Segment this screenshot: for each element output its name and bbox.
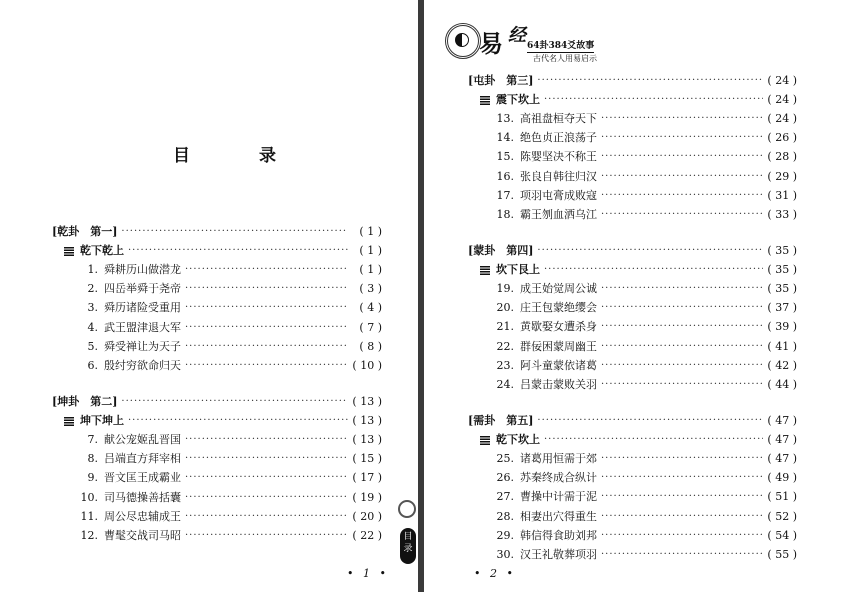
entry-label: 相妻出穴得重生 — [520, 509, 597, 523]
entry-number: 8. — [87, 452, 98, 466]
chapter-heading[interactable] — [468, 412, 797, 430]
entry-number: 22. — [496, 339, 514, 353]
leader-dots — [601, 338, 763, 356]
leader-dots — [185, 280, 348, 298]
leader-dots — [601, 187, 763, 205]
entry-page-number: ( 47 ) — [767, 452, 797, 465]
entry-number: 28. — [496, 509, 514, 523]
leader-dots — [185, 450, 348, 468]
entry-label: 吕端直方拜宰相 — [104, 452, 181, 466]
entry-label: 诸葛用恒需于郊 — [520, 452, 597, 465]
leader-dots — [185, 527, 348, 545]
entry-label: 晋文匡王成霸业 — [104, 471, 181, 485]
entry-page-number: ( 15 ) — [352, 452, 382, 466]
section-page-number: ( 35 ) — [767, 263, 797, 276]
toc-entry[interactable] — [492, 450, 797, 468]
leader-dots — [185, 338, 348, 356]
chapter-label: [乾卦 第一] — [52, 225, 118, 238]
leader-dots — [128, 242, 348, 260]
entry-number: 1. — [87, 263, 98, 276]
entry-label: 舜受禅让为天子 — [104, 339, 181, 353]
leader-dots — [601, 110, 763, 128]
section-label: 坤下坤上 — [80, 414, 124, 427]
entry-label: 司马德操善括囊 — [104, 490, 181, 504]
entry-page-number: ( 49 ) — [767, 471, 797, 485]
entry-number: 5. — [87, 339, 98, 353]
entry-page-number: ( 24 ) — [767, 112, 797, 125]
entry-page-number: ( 7 ) — [359, 320, 382, 334]
entry-page-number: ( 54 ) — [767, 528, 797, 542]
section-heading[interactable] — [64, 412, 382, 430]
section-heading[interactable] — [64, 242, 382, 260]
entry-number: 4. — [87, 320, 98, 334]
entry-label: 武王盟津退大军 — [104, 320, 181, 334]
toc-entry[interactable] — [492, 129, 797, 147]
toc-entry[interactable] — [492, 469, 797, 487]
toc-entry[interactable] — [76, 261, 382, 279]
toc-title: 目 录 — [173, 146, 302, 166]
entry-number: 6. — [87, 359, 98, 372]
entry-label: 霸王刎血洒乌江 — [520, 208, 597, 221]
entry-label: 成王始觉周公诚 — [520, 282, 597, 295]
leader-dots — [121, 393, 348, 411]
leader-dots — [185, 508, 348, 526]
hexagram-icon — [480, 96, 490, 105]
leader-dots — [601, 469, 763, 487]
entry-page-number: ( 39 ) — [767, 320, 797, 334]
entry-number: 9. — [87, 471, 98, 485]
entry-label: 高祖盘桓夺天下 — [520, 112, 597, 125]
toc-entry[interactable] — [492, 168, 797, 186]
leader-dots — [601, 318, 763, 336]
entry-label: 韩信得食助刘邦 — [520, 528, 597, 542]
hexagram-icon — [480, 266, 490, 275]
entry-page-number: ( 41 ) — [767, 339, 797, 353]
chapter-page-number: ( 47 ) — [767, 414, 797, 427]
entry-label: 苏秦终成合纵计 — [520, 471, 597, 485]
entry-page-number: ( 37 ) — [767, 301, 797, 315]
entry-label: 黄歇娶女遭杀身 — [520, 320, 597, 334]
section-label: 坎下艮上 — [496, 263, 540, 276]
chapter-page-number: ( 35 ) — [767, 244, 797, 257]
chapter-label: [蒙卦 第四] — [468, 244, 534, 257]
leader-dots — [185, 261, 348, 279]
page-number-left: • 1 • — [347, 567, 389, 580]
leader-dots — [601, 299, 763, 317]
entry-label: 陈婴坚决不称王 — [520, 150, 597, 164]
leader-dots — [544, 91, 763, 109]
entry-label: 曹操中计需于泥 — [520, 490, 597, 504]
hexagram-icon — [64, 417, 74, 426]
entry-number: 12. — [80, 529, 98, 542]
section-label: 乾下乾上 — [80, 244, 124, 257]
toc-entry[interactable] — [76, 450, 382, 468]
chapter-label: [坤卦 第二] — [52, 395, 118, 408]
entry-number: 15. — [496, 150, 514, 164]
leader-dots — [601, 148, 763, 166]
entry-number: 21. — [496, 320, 514, 334]
section-page-number: ( 1 ) — [359, 244, 382, 257]
entry-page-number: ( 42 ) — [767, 358, 797, 372]
entry-page-number: ( 3 ) — [359, 282, 382, 296]
entry-page-number: ( 19 ) — [352, 490, 382, 504]
entry-label: 汉王礼敬葬项羽 — [520, 548, 597, 561]
section-label: 乾下坎上 — [496, 433, 540, 446]
entry-page-number: ( 10 ) — [352, 359, 382, 372]
entry-number: 25. — [496, 452, 514, 465]
entry-page-number: ( 4 ) — [359, 301, 382, 315]
toc-entry[interactable] — [76, 319, 382, 337]
margin-emblem-icon — [398, 500, 416, 518]
entry-page-number: ( 31 ) — [767, 188, 797, 202]
entry-label: 绝色贞正浪荡子 — [520, 131, 597, 145]
chapter-page-number: ( 24 ) — [767, 74, 797, 87]
toc-entry[interactable] — [76, 338, 382, 356]
entry-label: 四岳举舜于尧帝 — [104, 282, 181, 296]
leader-dots — [601, 488, 763, 506]
leader-dots — [601, 508, 763, 526]
toc-entry[interactable] — [76, 469, 382, 487]
yin-yang-icon — [455, 33, 469, 47]
entry-number: 16. — [496, 169, 514, 183]
leader-dots — [185, 469, 348, 487]
entry-page-number: ( 13 ) — [352, 433, 382, 446]
chapter-heading[interactable] — [468, 72, 797, 90]
leader-dots — [601, 527, 763, 545]
toc-entry[interactable] — [492, 206, 797, 224]
leader-dots — [185, 489, 348, 507]
hexagram-icon — [64, 247, 74, 256]
toc-entry[interactable] — [76, 508, 382, 526]
chapter-label: [需卦 第五] — [468, 414, 534, 427]
entry-label: 献公宠姬乱晋国 — [104, 433, 181, 446]
leader-dots — [544, 431, 763, 449]
leader-dots — [128, 412, 348, 430]
entry-label: 曹髦交战司马昭 — [104, 529, 181, 542]
entry-number: 29. — [496, 528, 514, 542]
section-page-number: ( 24 ) — [767, 93, 797, 106]
chapter-page-number: ( 13 ) — [352, 395, 382, 408]
leader-dots — [601, 357, 763, 375]
logo-main-char: 易 — [479, 29, 503, 58]
entry-label: 舜耕历山做潜龙 — [104, 263, 181, 276]
entry-page-number: ( 8 ) — [359, 339, 382, 353]
entry-number: 20. — [496, 301, 514, 315]
entry-label: 吕蒙击蒙败关羽 — [520, 378, 597, 391]
leader-dots — [185, 319, 348, 337]
entry-number: 11. — [80, 509, 98, 523]
leader-dots — [601, 546, 763, 564]
entry-number: 18. — [496, 208, 514, 221]
leader-dots — [537, 412, 763, 430]
entry-page-number: ( 22 ) — [352, 529, 382, 542]
section-heading[interactable] — [480, 261, 797, 279]
entry-number: 27. — [496, 490, 514, 504]
leader-dots — [601, 450, 763, 468]
entry-page-number: ( 20 ) — [352, 509, 382, 523]
toc-entry[interactable] — [492, 357, 797, 375]
leader-dots — [601, 206, 763, 224]
entry-label: 舜历诸险受重用 — [104, 301, 181, 315]
toc-entry[interactable] — [492, 488, 797, 506]
toc-entry[interactable] — [492, 148, 797, 166]
toc-entry[interactable] — [492, 299, 797, 317]
entry-number: 14. — [496, 131, 514, 145]
entry-page-number: ( 44 ) — [767, 378, 797, 391]
series-title: 64卦384爻故事 — [527, 38, 594, 53]
toc-entry[interactable] — [492, 280, 797, 298]
entry-number: 30. — [496, 548, 514, 561]
section-page-number: ( 13 ) — [352, 414, 382, 427]
toc-entry[interactable] — [492, 527, 797, 545]
entry-page-number: ( 26 ) — [767, 131, 797, 145]
chapter-page-number: ( 1 ) — [359, 225, 382, 238]
entry-number: 17. — [496, 188, 514, 202]
entry-page-number: ( 33 ) — [767, 208, 797, 221]
entry-label: 张良自韩往归汉 — [520, 169, 597, 183]
entry-page-number: ( 17 ) — [352, 471, 382, 485]
entry-page-number: ( 52 ) — [767, 509, 797, 523]
toc-entry[interactable] — [492, 110, 797, 128]
entry-page-number: ( 1 ) — [359, 263, 382, 276]
toc-entry[interactable] — [76, 357, 382, 375]
entry-page-number: ( 29 ) — [767, 169, 797, 183]
toc-entry[interactable] — [492, 187, 797, 205]
entry-label: 庄王包蒙绝缨会 — [520, 301, 597, 315]
toc-entry[interactable] — [76, 527, 382, 545]
logo-script-char: 经 — [508, 25, 526, 46]
entry-number: 24. — [496, 378, 514, 391]
leader-dots — [121, 223, 348, 241]
series-logo — [445, 20, 635, 70]
entry-number: 3. — [87, 301, 98, 315]
hexagram-icon — [480, 436, 490, 445]
entry-label: 项羽屯膏成败寇 — [520, 188, 597, 202]
entry-label: 周公尽忠辅成王 — [104, 509, 181, 523]
section-page-number: ( 47 ) — [767, 433, 797, 446]
entry-page-number: ( 51 ) — [767, 490, 797, 504]
toc-entry[interactable] — [76, 280, 382, 298]
leader-dots — [601, 168, 763, 186]
chapter-heading[interactable] — [52, 223, 382, 241]
entry-number: 7. — [87, 433, 98, 446]
entry-label: 群佞困蒙周幽王 — [520, 339, 597, 353]
page-number-right: • 2 • — [474, 567, 516, 580]
margin-tab: 目录 — [400, 528, 416, 564]
entry-page-number: ( 28 ) — [767, 150, 797, 164]
leader-dots — [544, 261, 763, 279]
toc-entry[interactable] — [492, 376, 797, 394]
section-heading[interactable] — [480, 431, 797, 449]
toc-entry[interactable] — [492, 318, 797, 336]
entry-page-number: ( 35 ) — [767, 282, 797, 295]
entry-number: 13. — [496, 112, 514, 125]
leader-dots — [185, 357, 348, 375]
leader-dots — [185, 431, 348, 449]
leader-dots — [185, 299, 348, 317]
leader-dots — [601, 376, 763, 394]
leader-dots — [537, 72, 763, 90]
entry-number: 10. — [80, 490, 98, 504]
section-label: 震下坎上 — [496, 93, 540, 106]
leader-dots — [601, 280, 763, 298]
leader-dots — [537, 242, 763, 260]
toc-entry[interactable] — [76, 299, 382, 317]
chapter-heading[interactable] — [52, 393, 382, 411]
section-heading[interactable] — [480, 91, 797, 109]
toc-entry[interactable] — [492, 338, 797, 356]
toc-entry[interactable] — [492, 546, 797, 564]
chapter-heading[interactable] — [468, 242, 797, 260]
toc-entry[interactable] — [76, 431, 382, 449]
entry-number: 23. — [496, 358, 514, 372]
toc-entry[interactable] — [492, 508, 797, 526]
entry-label: 阿斗童蒙依诸葛 — [520, 358, 597, 372]
entry-number: 26. — [496, 471, 514, 485]
entry-label: 殷纣穷欲命归天 — [104, 359, 181, 372]
entry-page-number: ( 55 ) — [767, 548, 797, 561]
toc-entry[interactable] — [76, 489, 382, 507]
series-subtitle: 古代名人用易启示 — [533, 54, 597, 63]
entry-number: 2. — [87, 282, 98, 296]
entry-number: 19. — [496, 282, 514, 295]
leader-dots — [601, 129, 763, 147]
chapter-label: [屯卦 第三] — [468, 74, 534, 87]
